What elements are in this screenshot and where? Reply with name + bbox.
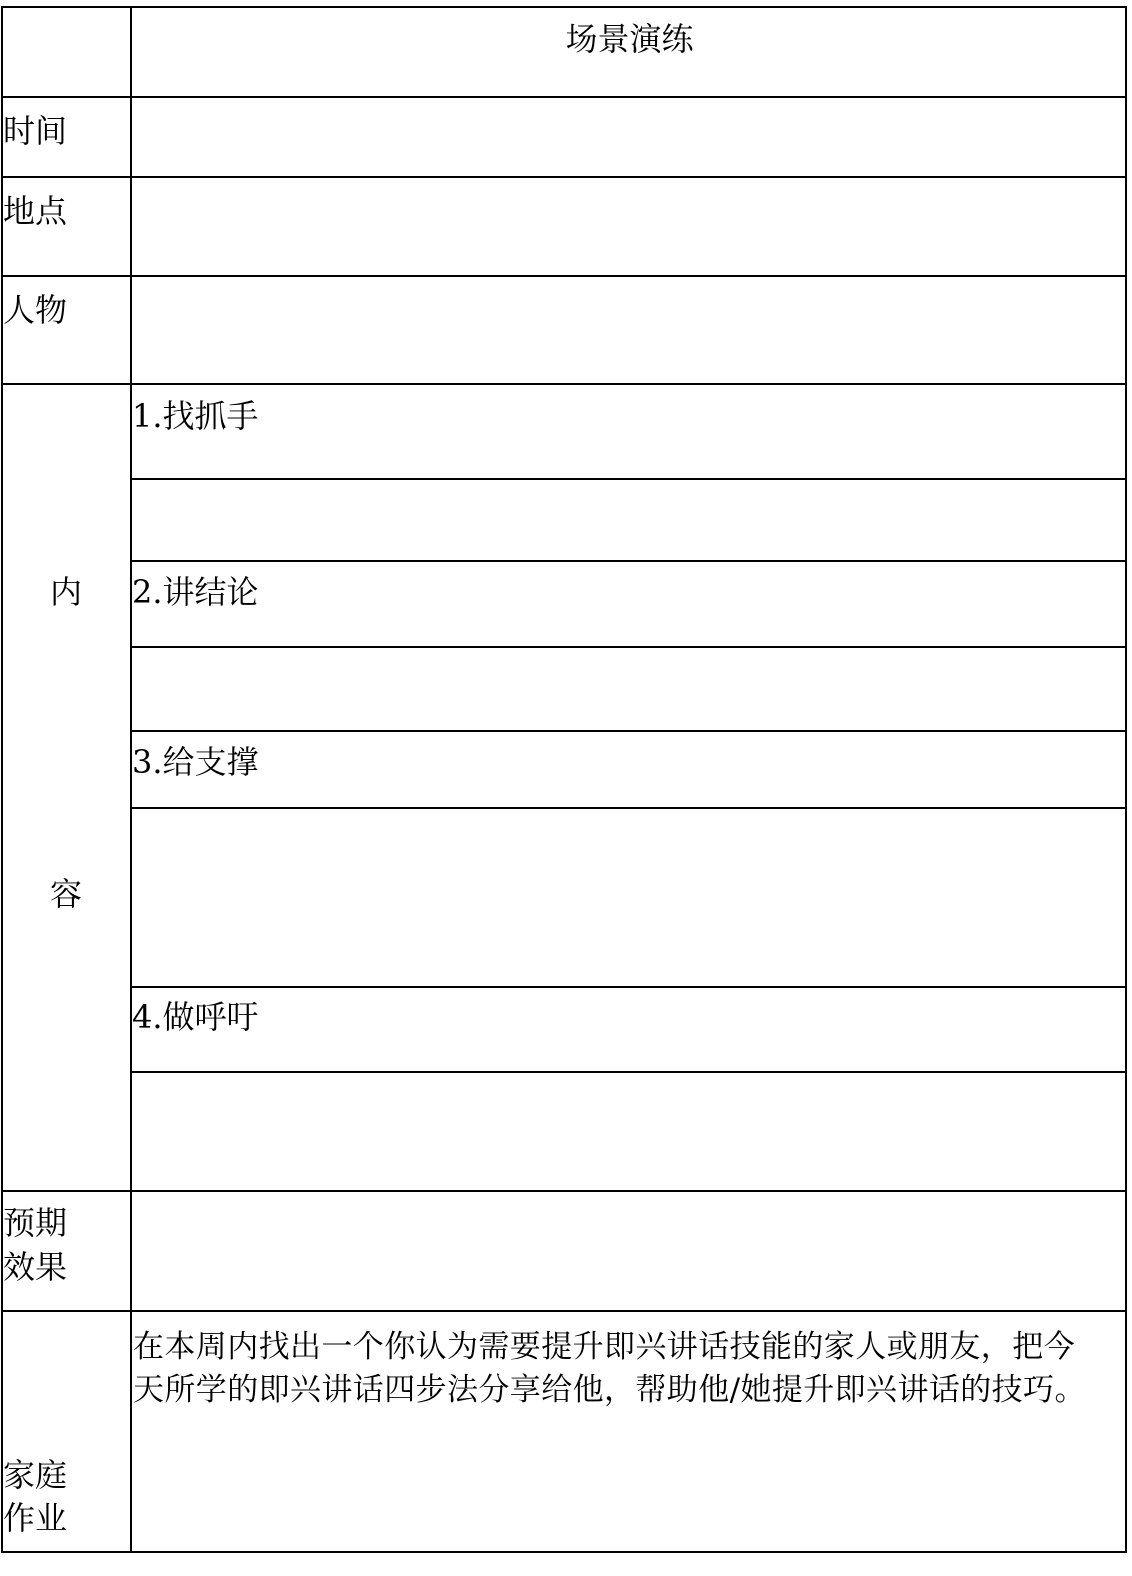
row-divider-time — [1, 176, 1127, 178]
homework-label-line2: 作业 — [3, 1499, 68, 1537]
row-divider-expected — [1, 1310, 1127, 1312]
expected-label-line2: 效果 — [3, 1248, 68, 1286]
scenario-practice-form — [1, 6, 1127, 1553]
content-divider-1 — [130, 478, 1127, 480]
place-label: 地点 — [3, 192, 68, 230]
expected-label-line1: 预期 — [3, 1204, 68, 1242]
content-divider-3 — [130, 646, 1127, 648]
step-make-call: 4.做呼吁 — [132, 998, 259, 1036]
row-divider-place — [1, 275, 1127, 277]
content-divider-5 — [130, 807, 1127, 809]
table-border-right — [1125, 6, 1127, 1553]
content-divider-2 — [130, 560, 1127, 562]
content-divider-4 — [130, 730, 1127, 732]
homework-line-2: 天所学的即兴讲话四步法分享给他，帮助他/她提升即兴讲话的技巧。 — [133, 1372, 1086, 1408]
row-divider-people — [1, 383, 1127, 385]
content-label-bottom: 容 — [49, 875, 82, 913]
step-give-support: 3.给支撑 — [132, 743, 259, 781]
form-title: 场景演练 — [565, 20, 694, 58]
table-border-top — [1, 6, 1127, 8]
content-label-top: 内 — [49, 573, 82, 611]
table-border-left — [1, 6, 3, 1553]
people-label: 人物 — [3, 291, 68, 329]
homework-line-1: 在本周内找出一个你认为需要提升即兴讲话技能的家人或朋友，把今 — [133, 1329, 1075, 1365]
step-find-hook: 1.找抓手 — [132, 397, 259, 435]
table-border-bottom — [1, 1551, 1127, 1553]
row-divider-title — [1, 96, 1127, 98]
content-divider-7 — [130, 1071, 1127, 1073]
step-state-conclusion: 2.讲结论 — [132, 573, 259, 611]
time-label: 时间 — [3, 112, 68, 150]
row-divider-content — [1, 1190, 1127, 1192]
content-divider-6 — [130, 986, 1127, 988]
homework-label-line1: 家庭 — [3, 1456, 68, 1494]
